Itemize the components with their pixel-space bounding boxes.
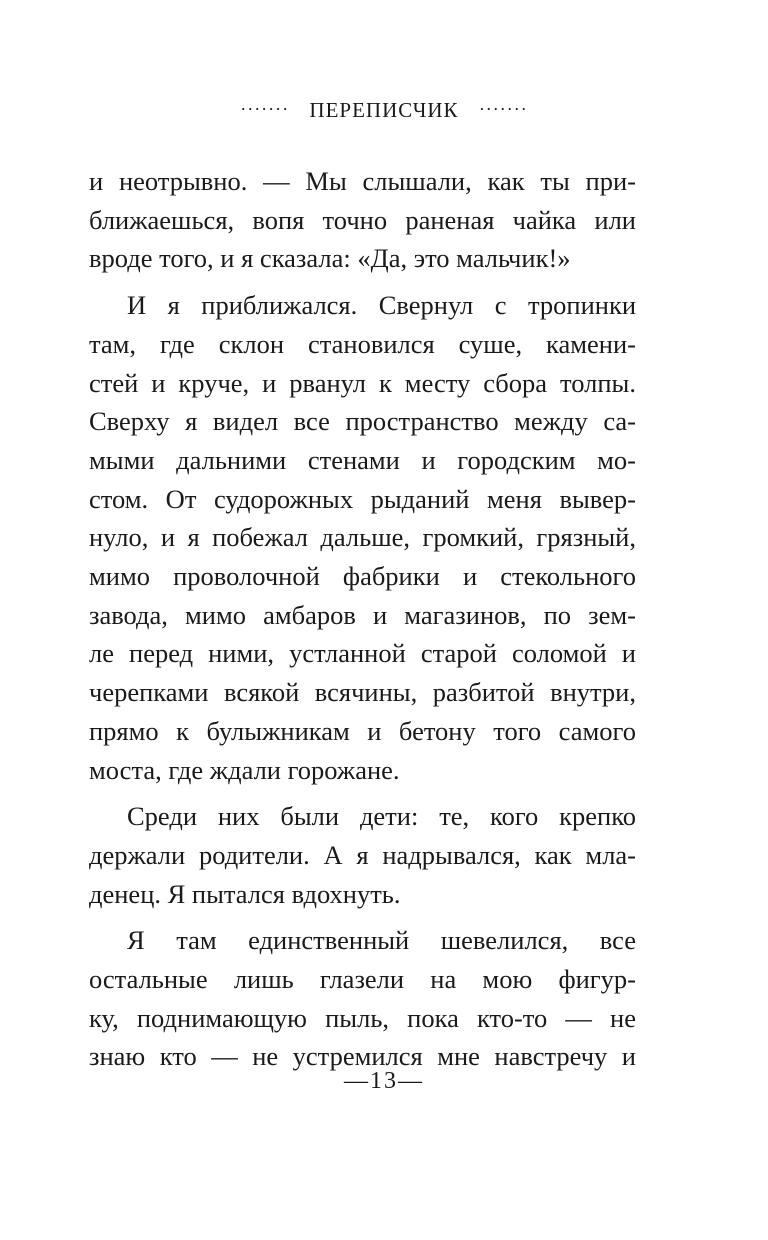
header-dots-right: ······· bbox=[478, 99, 528, 119]
running-header bbox=[0, 98, 768, 123]
text-line: там, где склон становился суше, камени- bbox=[89, 328, 636, 359]
text-line: ку, поднимающую пыль, пока кто-то — не bbox=[89, 1002, 636, 1033]
text-line: стей и круче, и рванул к месту сбора толпы. bbox=[89, 367, 636, 398]
header-dots-left: ······· bbox=[240, 99, 290, 119]
paragraph bbox=[89, 797, 636, 913]
text-line: денец. Я пытался вдохнуть. bbox=[89, 878, 401, 909]
text-line: стом. От судорожных рыданий меня вывер- bbox=[89, 483, 636, 514]
text-line: Я там единственный шевелился, все bbox=[127, 925, 636, 956]
text-line: И я приближался. Свернул с тропинки bbox=[127, 290, 636, 321]
text-line: нуло, и я побежал дальше, громкий, грязный, bbox=[89, 522, 636, 553]
text-line: и неотрывно. — Мы слышали, как ты при- bbox=[89, 166, 636, 196]
text-line: моста, где ждали горожане. bbox=[89, 754, 400, 785]
text-line: Среди них были дети: те, кого крепко bbox=[127, 801, 636, 832]
text-line: знаю кто — не устремился мне навстречу и bbox=[89, 1041, 636, 1072]
text-line: ближаешься, вопя точно раненая чайка или bbox=[89, 204, 636, 235]
text-line: держали родители. А я надрывался, как мла- bbox=[89, 839, 636, 870]
body-text bbox=[89, 162, 636, 1076]
text-line: Сверху я видел все пространство между са- bbox=[89, 406, 636, 437]
paragraph bbox=[89, 286, 636, 789]
text-line: вроде того, и я сказала: «Да, это мальчик!» bbox=[89, 243, 571, 274]
text-line: мимо проволочной фабрики и стекольного bbox=[89, 561, 636, 592]
text-line: остальные лишь глазели на мою фигур- bbox=[89, 964, 636, 995]
text-line: ле перед ними, устланной старой соломой и bbox=[89, 638, 636, 669]
text-line: завода, мимо амбаров и магазинов, по зем- bbox=[89, 599, 636, 630]
text-line: мыми дальними стенами и городским мо- bbox=[89, 444, 636, 475]
paragraph bbox=[89, 921, 636, 1076]
page-number: —13— bbox=[344, 1068, 424, 1094]
text-line: черепками всякой всячины, разбитой внутри, bbox=[89, 677, 636, 708]
paragraph bbox=[89, 162, 636, 278]
text-line: прямо к булыжникам и бетону того самого bbox=[89, 715, 636, 746]
header-title: ПЕРЕПИСЧИК bbox=[309, 98, 459, 122]
